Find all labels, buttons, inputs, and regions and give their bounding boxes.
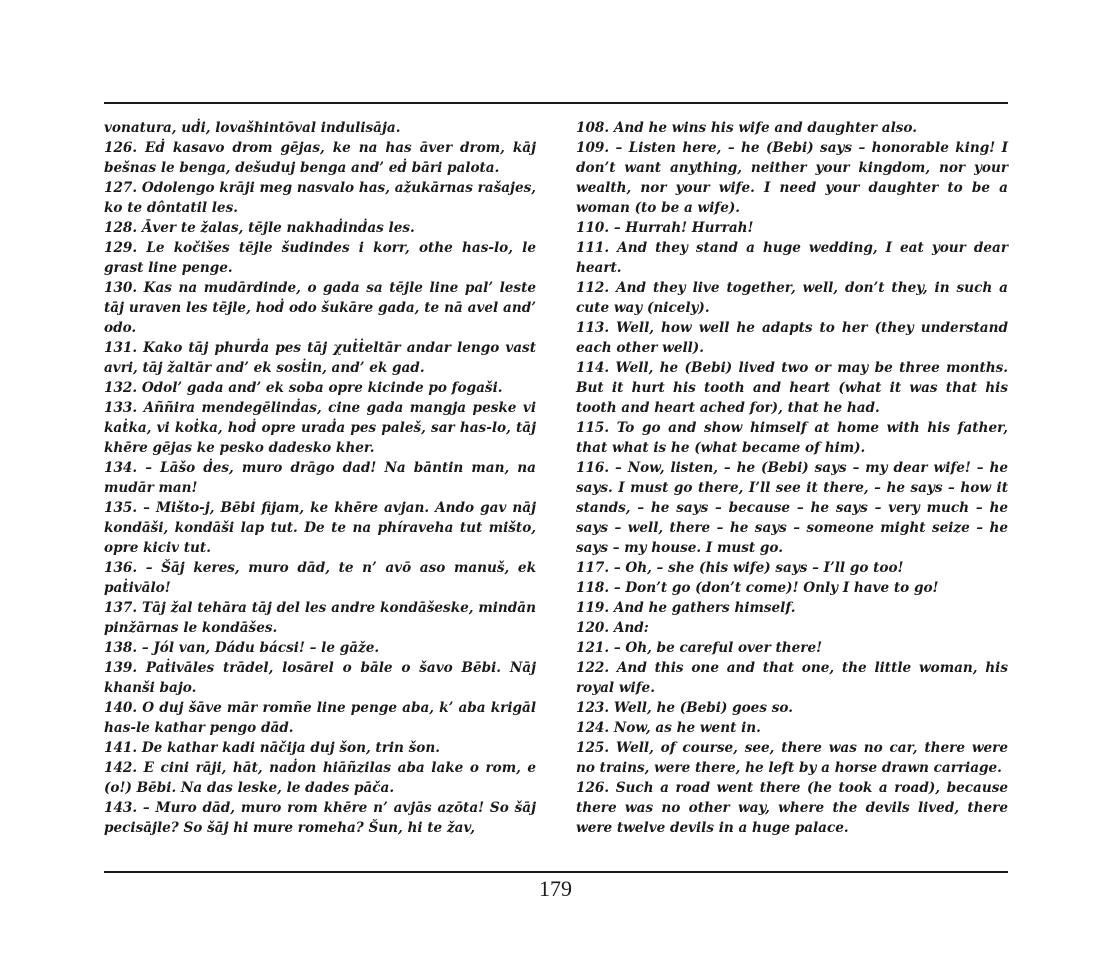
paragraph: 132. Odol’ gada and’ ek soba opre kicinde po fogaši. [104, 380, 503, 396]
paragraph: 119. And he gathers himself. [576, 600, 796, 616]
paragraph: 130. Kas na mudārdinde, o gada sa tējle line pal’ leste tāj uraven les tējle, hoḋ odo šukāre gada, te nā avel and’ odo. [104, 280, 536, 336]
paragraph: 131. Kako tāj phurḋa pes tāj χuṫṫeltār andar lengo vast avri, tāj žaltār and’ ek sosṫin, and’ ek gad. [104, 340, 536, 376]
paragraph: 142. E cini rāji, hāt, naḋon hiāñzilas aba lake o rom, e (o!) Bēbi. Na das leske, le dades pāča. [104, 760, 536, 796]
paragraph: 135. – Mišto-j, Bēbi fijam, ke khēre avjan. Ando gav nāj kondāši, kondāši lap tut. De te na phíraveha tut mišto, opre kiciv tut. [104, 500, 536, 556]
paragraph: 141. De kathar kadi nāčija duj šon, trin šon. [104, 740, 440, 756]
paragraph: 143. – Muro dād, muro rom khēre n’ avjās azōta! So šāj pecisājle? So šāj hi mure romeha? Šun, hi te žav, [104, 800, 536, 836]
paragraph: vonatura, uḋi, lovašhintōval indulisāja. [104, 120, 401, 136]
paragraph: 129. Le kočišes tējle šudindes i korr, othe has-lo, le grast line penge. [104, 240, 536, 276]
paragraph: 111. And they stand a huge wedding, I eat your dear heart. [576, 240, 1008, 276]
paragraph: 128. Āver te žalas, tējle nakhaḋinḋas les. [104, 220, 415, 236]
paragraph: 122. And this one and that one, the little woman, his royal wife. [576, 660, 1008, 696]
left-column [104, 118, 536, 838]
paragraph: 118. – Don’t go (don’t come)! Only I have to go! [576, 580, 939, 596]
paragraph: 113. Well, how well he adapts to her (they understand each other well). [576, 320, 1008, 356]
right-column [576, 118, 1008, 838]
paragraph: 134. – Lāšo ḋes, muro drāgo dad! Na bāntin man, na mudār man! [104, 460, 536, 496]
paragraph: 126. Such a road went there (he took a road), because there was no other way, where the devils lived, there were twelve devils in a huge palace. [576, 780, 1008, 836]
paragraph: 140. O duj šāve mār romñe line penge aba, k’ aba krigāl has-le kathar pengo dād. [104, 700, 536, 736]
page-number: 179 [539, 876, 572, 901]
paragraph: 120. And: [576, 620, 649, 636]
paragraph: 112. And they live together, well, don’t they, in such a cute way (nicely). [576, 280, 1008, 316]
paragraph: 123. Well, he (Bebi) goes so. [576, 700, 793, 716]
paragraph: 126. Eḋ kasavo drom gējas, ke na has āver drom, kāj bešnas le benga, dešuduj benga and’ eḋ bāri palota. [104, 140, 536, 176]
paragraph: 109. – Listen here, – he (Bebi) says – honorable king! I don’t want anything, neither your kingdom, nor your wealth, nor your wife. I need your daughter to be a woman (to be a wife). [576, 140, 1008, 216]
paragraph: 116. – Now, listen, – he (Bebi) says – my dear wife! – he says. I must go there, I’ll see it there, – he says – how it stands, – he says – because – he says – very much – he says – well, there – he says – someone might seize – he says – my house. I must go. [576, 460, 1008, 556]
paragraph: 114. Well, he (Bebi) lived two or may be three months. But it hurt his tooth and heart (what it was that his tooth and heart ached for), that he had. [576, 360, 1008, 416]
paragraph: 125. Well, of course, see, there was no car, there were no trains, were there, he left by a horse drawn carriage. [576, 740, 1008, 776]
bottom-rule [104, 871, 1008, 873]
paragraph: 124. Now, as he went in. [576, 720, 761, 736]
paragraph: 136. – Šāj keres, muro dād, te n’ avō aso manuš, ek paṫivālo! [104, 560, 536, 596]
top-rule [104, 102, 1008, 104]
paragraph: 115. To go and show himself at home with his father, that what is he (what became of him). [576, 420, 1008, 456]
paragraph: 139. Paṫivāles trādel, losārel o bāle o šavo Bēbi. Nāj khanši bajo. [104, 660, 536, 696]
paragraph: 137. Tāj žal tehāra tāj del les andre kondāšeske, mindān pinžārnas le kondāšes. [104, 600, 536, 636]
paragraph: 138. – Jól van, Dádu bácsi! – le gāže. [104, 640, 380, 656]
paragraph: 117. – Oh, – she (his wife) says – I’ll go too! [576, 560, 904, 576]
paragraph: 127. Odolengo krāji meg nasvalo has, ažukārnas rašajes, ko te dôntatil les. [104, 180, 536, 216]
paragraph: 133. Aññira mendegēlinḋas, cine gada mangja peske vi kaṫka, vi koṫka, hoḋ opre uraḋa pes paleš, sar has-lo, tāj khēre gējas ke pesko dadesko kher. [104, 400, 536, 456]
paragraph: 110. – Hurrah! Hurrah! [576, 220, 754, 236]
paragraph: 108. And he wins his wife and daughter also. [576, 120, 917, 136]
paragraph: 121. – Oh, be careful over there! [576, 640, 823, 656]
